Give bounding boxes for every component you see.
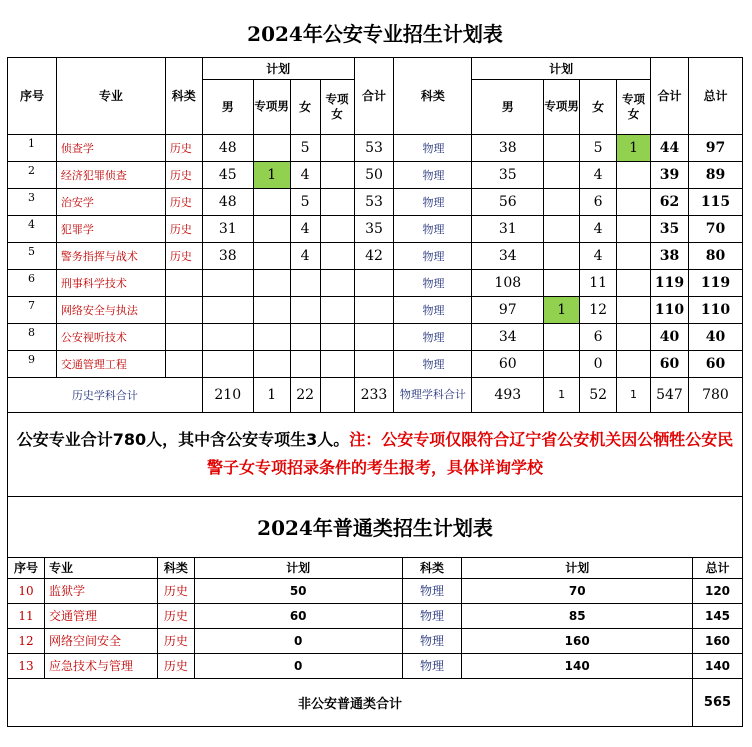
- row-history-male: [202, 350, 253, 377]
- general-sum-value: 565: [693, 678, 743, 726]
- col-header-special-male: 专项男: [544, 79, 580, 134]
- row-grand-total: 119: [688, 269, 742, 296]
- table-row: [8, 628, 743, 653]
- row-subject-physics: 物理: [394, 242, 472, 269]
- row-history-special-female: [320, 134, 354, 161]
- row-history-female: [290, 350, 320, 377]
- row-history-sum: 35: [354, 215, 394, 242]
- general-header-total: 总计: [693, 557, 743, 578]
- col-header-female: 女: [580, 79, 617, 134]
- police-note: [8, 412, 743, 496]
- row-grand-total: 110: [688, 296, 742, 323]
- row-physics-plan: 140: [462, 653, 693, 678]
- row-subject-physics: 物理: [394, 350, 472, 377]
- history-total-sum: 233: [354, 377, 394, 412]
- row-physics-special-male: [544, 350, 580, 377]
- table-row: [8, 578, 743, 603]
- col-header-plan-history: 计划: [202, 57, 354, 79]
- row-physics-special-male: [544, 242, 580, 269]
- row-history-male: 38: [202, 242, 253, 269]
- table-row: [8, 161, 743, 188]
- row-seq: 6: [8, 269, 57, 296]
- row-seq: 2: [8, 161, 57, 188]
- row-subject-physics: 物理: [402, 578, 462, 603]
- physics-total-male: 493: [472, 377, 544, 412]
- row-history-sum: 42: [354, 242, 394, 269]
- col-header-male: 男: [472, 79, 544, 134]
- row-history-special-female: [320, 188, 354, 215]
- row-history-male: [202, 323, 253, 350]
- row-history-special-male: [253, 242, 290, 269]
- history-total-female: 22: [290, 377, 320, 412]
- physics-total-special-female: 1: [617, 377, 651, 412]
- police-note-summary: 公安专业合计780人，其中含公安专项生3人。: [16, 430, 350, 449]
- col-header-major: 专业: [56, 57, 165, 134]
- row-physics-special-female: [617, 161, 651, 188]
- row-history-sum: [354, 296, 394, 323]
- physics-total-special-male: 1: [544, 377, 580, 412]
- table-row: [8, 242, 743, 269]
- row-history-special-female: [320, 296, 354, 323]
- physics-total-sum: 547: [651, 377, 689, 412]
- row-physics-special-female: [617, 269, 651, 296]
- history-subject-total-label: 历史学科合计: [8, 377, 203, 412]
- row-subject-history: [165, 269, 202, 296]
- row-history-female: 4: [290, 215, 320, 242]
- row-history-special-male: [253, 188, 290, 215]
- general-header-plan-physics: 计划: [462, 557, 693, 578]
- row-history-male: 48: [202, 188, 253, 215]
- row-physics-female: 12: [580, 296, 617, 323]
- col-header-subject-history: 科类: [165, 57, 202, 134]
- row-physics-male: 38: [472, 134, 544, 161]
- row-subject-physics: 物理: [402, 628, 462, 653]
- row-physics-sum: 44: [651, 134, 689, 161]
- row-physics-sum: 35: [651, 215, 689, 242]
- row-physics-female: 6: [580, 188, 617, 215]
- row-total: 140: [693, 653, 743, 678]
- row-grand-total: 115: [688, 188, 742, 215]
- row-history-plan: 0: [194, 653, 402, 678]
- table-row: [8, 215, 743, 242]
- row-history-sum: [354, 323, 394, 350]
- row-physics-special-male: [544, 161, 580, 188]
- row-physics-female: 6: [580, 323, 617, 350]
- general-header-subject-physics: 科类: [402, 557, 462, 578]
- row-grand-total: 40: [688, 323, 742, 350]
- col-header-special-female: 专项女: [320, 79, 354, 134]
- row-history-female: [290, 269, 320, 296]
- row-major: 监狱学: [44, 578, 157, 603]
- history-total-special-female: [320, 377, 354, 412]
- physics-total-female: 52: [580, 377, 617, 412]
- row-history-special-female: [320, 269, 354, 296]
- row-subject-history: 历史: [157, 653, 194, 678]
- col-header-male: 男: [202, 79, 253, 134]
- table-row: [8, 350, 743, 377]
- col-header-subtotal-history: 合计: [354, 57, 394, 134]
- row-history-female: 5: [290, 188, 320, 215]
- general-sum-label: 非公安普通类合计: [8, 678, 693, 726]
- table-row: [8, 269, 743, 296]
- row-grand-total: 60: [688, 350, 742, 377]
- row-history-special-male: [253, 269, 290, 296]
- row-subject-history: 历史: [157, 628, 194, 653]
- row-physics-special-male: [544, 323, 580, 350]
- row-subject-history: [165, 350, 202, 377]
- row-major: 治安学: [56, 188, 165, 215]
- row-grand-total: 89: [688, 161, 742, 188]
- row-subject-history: [165, 323, 202, 350]
- row-physics-sum: 38: [651, 242, 689, 269]
- col-header-seq: 序号: [8, 57, 57, 134]
- row-seq: 10: [8, 578, 45, 603]
- police-note-warning: 注：公安专项仅限符合辽宁省公安机关因公牺牲公安民警子女专项招录条件的考生报考，具体详询学校: [206, 430, 734, 477]
- row-history-female: 4: [290, 242, 320, 269]
- row-history-female: 4: [290, 161, 320, 188]
- row-history-plan: 0: [194, 628, 402, 653]
- row-major: 刑事科学技术: [56, 269, 165, 296]
- row-history-female: [290, 323, 320, 350]
- row-history-special-male: [253, 134, 290, 161]
- row-seq: 9: [8, 350, 57, 377]
- row-physics-male: 34: [472, 242, 544, 269]
- row-physics-sum: 119: [651, 269, 689, 296]
- row-history-sum: 53: [354, 134, 394, 161]
- row-grand-total: 97: [688, 134, 742, 161]
- row-subject-physics: 物理: [394, 188, 472, 215]
- row-physics-special-male: [544, 134, 580, 161]
- row-subject-physics: 物理: [394, 134, 472, 161]
- row-physics-special-female: [617, 215, 651, 242]
- row-subject-physics: 物理: [402, 603, 462, 628]
- row-history-sum: [354, 269, 394, 296]
- row-history-special-male: [253, 350, 290, 377]
- row-physics-special-female: [617, 296, 651, 323]
- row-history-male: 45: [202, 161, 253, 188]
- table-row: [8, 188, 743, 215]
- row-physics-male: 56: [472, 188, 544, 215]
- table-row: [8, 603, 743, 628]
- row-history-plan: 60: [194, 603, 402, 628]
- row-physics-special-male: [544, 215, 580, 242]
- row-physics-male: 108: [472, 269, 544, 296]
- row-subject-history: 历史: [165, 242, 202, 269]
- general-plan-table: [7, 557, 743, 727]
- row-history-special-female: [320, 323, 354, 350]
- row-history-special-male: [253, 215, 290, 242]
- row-physics-female: 5: [580, 134, 617, 161]
- row-subject-history: 历史: [157, 578, 194, 603]
- row-history-special-female: [320, 350, 354, 377]
- row-physics-special-female: [617, 350, 651, 377]
- police-table-title: 2024年公安专业招生计划表: [8, 8, 743, 57]
- row-subject-history: 历史: [165, 215, 202, 242]
- row-physics-special-female: [617, 242, 651, 269]
- general-table-title: 2024年普通类招生计划表: [8, 496, 743, 557]
- row-total: 145: [693, 603, 743, 628]
- row-physics-female: 0: [580, 350, 617, 377]
- row-history-special-male: [253, 296, 290, 323]
- row-history-special-female: [320, 242, 354, 269]
- col-header-special-male: 专项男: [253, 79, 290, 134]
- row-major: 警务指挥与战术: [56, 242, 165, 269]
- row-grand-total: 70: [688, 215, 742, 242]
- row-seq: 12: [8, 628, 45, 653]
- row-history-female: 5: [290, 134, 320, 161]
- row-physics-special-female: 1: [617, 134, 651, 161]
- general-header-seq: 序号: [8, 557, 45, 578]
- table-row: [8, 323, 743, 350]
- row-physics-male: 31: [472, 215, 544, 242]
- row-physics-female: 4: [580, 215, 617, 242]
- row-physics-male: 35: [472, 161, 544, 188]
- row-history-special-female: [320, 161, 354, 188]
- row-physics-plan: 70: [462, 578, 693, 603]
- row-seq: 4: [8, 215, 57, 242]
- row-physics-sum: 62: [651, 188, 689, 215]
- row-physics-plan: 160: [462, 628, 693, 653]
- row-subject-history: 历史: [165, 134, 202, 161]
- col-header-female: 女: [290, 79, 320, 134]
- row-subject-physics: 物理: [394, 215, 472, 242]
- row-physics-female: 4: [580, 242, 617, 269]
- col-header-grand-total: 总计: [688, 57, 742, 134]
- row-subject-physics: 物理: [394, 296, 472, 323]
- row-subject-physics: 物理: [402, 653, 462, 678]
- row-subject-physics: 物理: [394, 269, 472, 296]
- col-header-special-female: 专项女: [617, 79, 651, 134]
- col-header-subtotal-physics: 合计: [651, 57, 689, 134]
- history-total-special-male: 1: [253, 377, 290, 412]
- row-physics-female: 11: [580, 269, 617, 296]
- row-physics-special-male: [544, 188, 580, 215]
- row-grand-total: 80: [688, 242, 742, 269]
- physics-subject-total-label: 物理学科合计: [394, 377, 472, 412]
- police-grand-total: 780: [688, 377, 742, 412]
- row-total: 160: [693, 628, 743, 653]
- row-history-plan: 50: [194, 578, 402, 603]
- row-physics-special-male: [544, 269, 580, 296]
- row-subject-history: 历史: [165, 188, 202, 215]
- row-major: 公安视听技术: [56, 323, 165, 350]
- row-history-special-male: 1: [253, 161, 290, 188]
- row-physics-male: 60: [472, 350, 544, 377]
- row-major: 应急技术与管理: [44, 653, 157, 678]
- row-seq: 3: [8, 188, 57, 215]
- row-seq: 5: [8, 242, 57, 269]
- row-major: 交通管理工程: [56, 350, 165, 377]
- spreadsheet: [7, 8, 743, 727]
- row-seq: 8: [8, 323, 57, 350]
- row-history-female: [290, 296, 320, 323]
- row-history-sum: [354, 350, 394, 377]
- row-physics-plan: 85: [462, 603, 693, 628]
- col-header-plan-physics: 计划: [472, 57, 651, 79]
- row-history-special-female: [320, 215, 354, 242]
- row-physics-sum: 39: [651, 161, 689, 188]
- row-seq: 1: [8, 134, 57, 161]
- table-row: [8, 296, 743, 323]
- row-physics-special-female: [617, 323, 651, 350]
- row-major: 经济犯罪侦查: [56, 161, 165, 188]
- row-physics-sum: 40: [651, 323, 689, 350]
- row-subject-history: 历史: [165, 161, 202, 188]
- row-subject-history: 历史: [157, 603, 194, 628]
- row-seq: 11: [8, 603, 45, 628]
- general-header-major: 专业: [44, 557, 157, 578]
- col-header-subject-physics: 科类: [394, 57, 472, 134]
- row-subject-physics: 物理: [394, 161, 472, 188]
- row-physics-female: 4: [580, 161, 617, 188]
- table-row: [8, 653, 743, 678]
- row-major: 网络安全与执法: [56, 296, 165, 323]
- row-history-male: 48: [202, 134, 253, 161]
- row-major: 网络空间安全: [44, 628, 157, 653]
- police-plan-table: [7, 8, 743, 558]
- row-seq: 7: [8, 296, 57, 323]
- row-physics-sum: 60: [651, 350, 689, 377]
- row-major: 侦查学: [56, 134, 165, 161]
- row-history-sum: 53: [354, 188, 394, 215]
- row-history-male: [202, 269, 253, 296]
- row-physics-male: 34: [472, 323, 544, 350]
- general-header-subject-history: 科类: [157, 557, 194, 578]
- table-row: [8, 134, 743, 161]
- row-seq: 13: [8, 653, 45, 678]
- general-header-plan-history: 计划: [194, 557, 402, 578]
- row-physics-sum: 110: [651, 296, 689, 323]
- row-history-male: [202, 296, 253, 323]
- row-history-male: 31: [202, 215, 253, 242]
- row-subject-physics: 物理: [394, 323, 472, 350]
- row-physics-male: 97: [472, 296, 544, 323]
- row-total: 120: [693, 578, 743, 603]
- row-major: 交通管理: [44, 603, 157, 628]
- row-major: 犯罪学: [56, 215, 165, 242]
- row-physics-special-female: [617, 188, 651, 215]
- row-physics-special-male: 1: [544, 296, 580, 323]
- row-history-sum: 50: [354, 161, 394, 188]
- row-history-special-male: [253, 323, 290, 350]
- history-total-male: 210: [202, 377, 253, 412]
- row-subject-history: [165, 296, 202, 323]
